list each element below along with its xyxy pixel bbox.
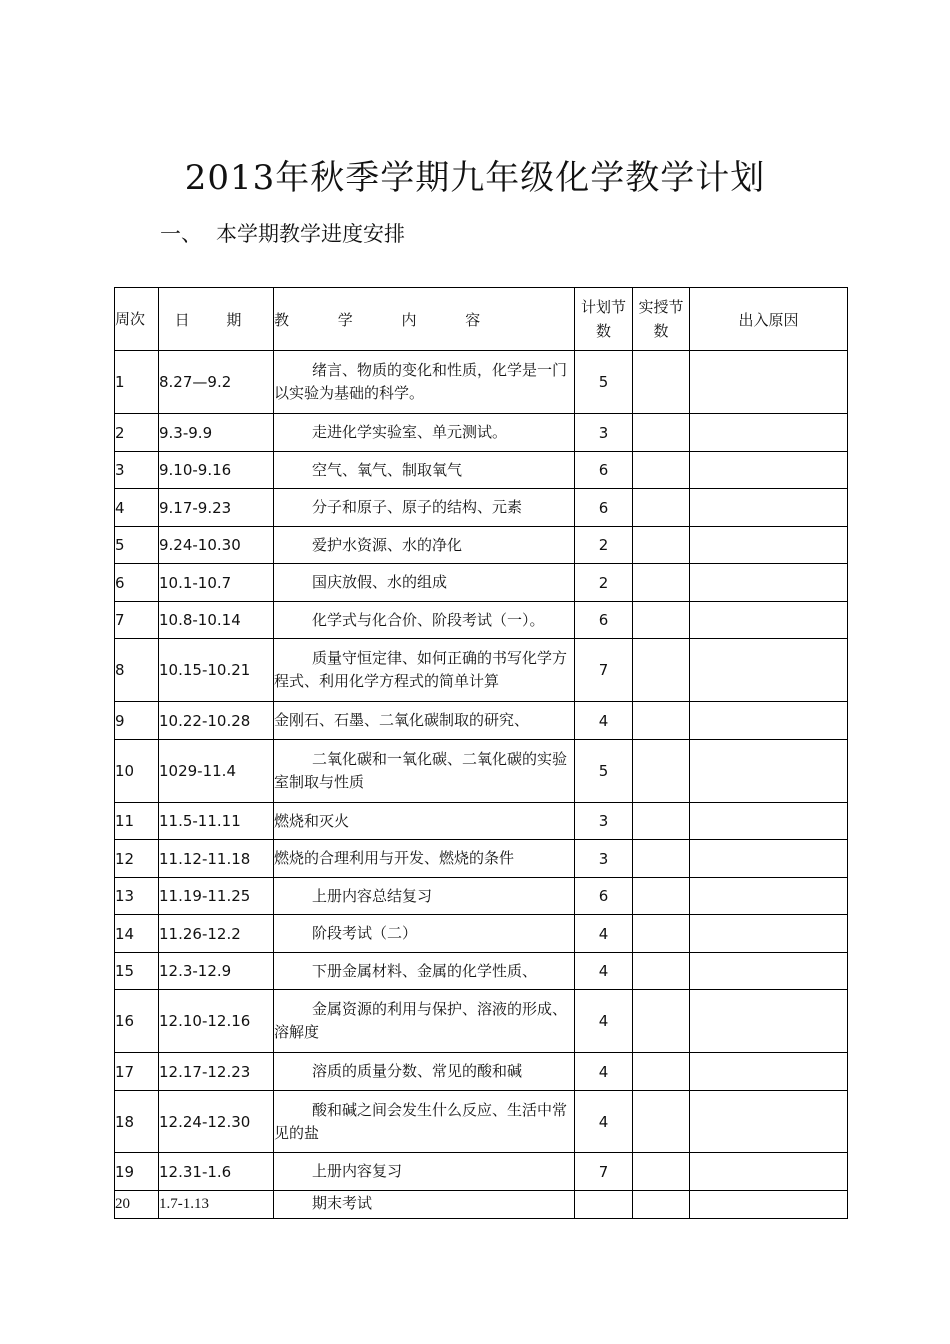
- week-cell: 17: [115, 1053, 159, 1091]
- section-heading: [160, 218, 405, 248]
- actual-hours-cell: [633, 803, 690, 840]
- actual-hours-cell: [633, 527, 690, 564]
- table-row: [115, 1091, 848, 1153]
- planned-hours-cell: 5: [575, 351, 633, 414]
- content-cell: 期末考试: [274, 1191, 575, 1219]
- date-cell: 10.8-10.14: [159, 602, 274, 639]
- table-header-row: [115, 288, 848, 351]
- week-cell: 14: [115, 915, 159, 953]
- table-row: [115, 564, 848, 602]
- reason-cell: [690, 702, 848, 740]
- actual-hours-cell: [633, 564, 690, 602]
- header-planned-hours: 计划节数: [575, 288, 633, 351]
- table-row: [115, 702, 848, 740]
- header-week: 周次: [115, 288, 159, 351]
- table-row: [115, 1191, 848, 1219]
- week-cell: 4: [115, 489, 159, 527]
- reason-cell: [690, 527, 848, 564]
- table-row: [115, 915, 848, 953]
- table-row: [115, 452, 848, 489]
- date-cell: 11.12-11.18: [159, 840, 274, 878]
- week-cell: 10: [115, 740, 159, 803]
- actual-hours-cell: [633, 702, 690, 740]
- date-cell: 8.27—9.2: [159, 351, 274, 414]
- week-cell: 2: [115, 414, 159, 452]
- week-cell: 5: [115, 527, 159, 564]
- week-cell: 13: [115, 878, 159, 915]
- reason-cell: [690, 1053, 848, 1091]
- actual-hours-cell: [633, 915, 690, 953]
- content-cell: 下册金属材料、金属的化学性质、: [274, 953, 575, 990]
- actual-hours-cell: [633, 990, 690, 1053]
- date-cell: 9.3-9.9: [159, 414, 274, 452]
- planned-hours-cell: 5: [575, 740, 633, 803]
- date-cell: 9.10-9.16: [159, 452, 274, 489]
- reason-cell: [690, 953, 848, 990]
- table-row: [115, 351, 848, 414]
- actual-hours-cell: [633, 1091, 690, 1153]
- table-row: [115, 740, 848, 803]
- reason-cell: [690, 1191, 848, 1219]
- content-cell: 阶段考试（二）: [274, 915, 575, 953]
- table-row: [115, 602, 848, 639]
- date-cell: 11.5-11.11: [159, 803, 274, 840]
- reason-cell: [690, 639, 848, 702]
- week-cell: 11: [115, 803, 159, 840]
- reason-cell: [690, 602, 848, 639]
- date-cell: 12.3-12.9: [159, 953, 274, 990]
- reason-cell: [690, 489, 848, 527]
- table-row: [115, 1153, 848, 1191]
- content-cell: 酸和碱之间会发生什么反应、生活中常见的盐: [274, 1091, 575, 1153]
- week-cell: 6: [115, 564, 159, 602]
- content-cell: 金属资源的利用与保护、溶液的形成、溶解度: [274, 990, 575, 1053]
- planned-hours-cell: 6: [575, 878, 633, 915]
- reason-cell: [690, 915, 848, 953]
- content-cell: 分子和原子、原子的结构、元素: [274, 489, 575, 527]
- week-cell: 1: [115, 351, 159, 414]
- content-cell: 燃烧的合理利用与开发、燃烧的条件: [274, 840, 575, 878]
- week-cell: 20: [115, 1191, 159, 1219]
- planned-hours-cell: 2: [575, 564, 633, 602]
- actual-hours-cell: [633, 740, 690, 803]
- date-cell: 12.31-1.6: [159, 1153, 274, 1191]
- reason-cell: [690, 878, 848, 915]
- actual-hours-cell: [633, 452, 690, 489]
- actual-hours-cell: [633, 489, 690, 527]
- date-cell: 1029-11.4: [159, 740, 274, 803]
- date-cell: 10.15-10.21: [159, 639, 274, 702]
- planned-hours-cell: 4: [575, 953, 633, 990]
- table-row: [115, 414, 848, 452]
- planned-hours-cell: 4: [575, 1053, 633, 1091]
- header-content: 教 学 内 容: [274, 288, 575, 351]
- planned-hours-cell: 3: [575, 414, 633, 452]
- actual-hours-cell: [633, 1053, 690, 1091]
- week-cell: 3: [115, 452, 159, 489]
- planned-hours-cell: 4: [575, 990, 633, 1053]
- content-cell: 质量守恒定律、如何正确的书写化学方程式、利用化学方程式的简单计算: [274, 639, 575, 702]
- actual-hours-cell: [633, 602, 690, 639]
- planned-hours-cell: 6: [575, 602, 633, 639]
- reason-cell: [690, 351, 848, 414]
- reason-cell: [690, 1153, 848, 1191]
- week-cell: 16: [115, 990, 159, 1053]
- planned-hours-cell: 6: [575, 489, 633, 527]
- planned-hours-cell: [575, 1191, 633, 1219]
- teaching-schedule-table: [114, 287, 848, 1219]
- reason-cell: [690, 564, 848, 602]
- table-row: [115, 803, 848, 840]
- date-cell: 9.24-10.30: [159, 527, 274, 564]
- actual-hours-cell: [633, 414, 690, 452]
- week-cell: 19: [115, 1153, 159, 1191]
- date-cell: 9.17-9.23: [159, 489, 274, 527]
- header-actual-hours: 实授节数: [633, 288, 690, 351]
- table-row: [115, 878, 848, 915]
- reason-cell: [690, 840, 848, 878]
- reason-cell: [690, 452, 848, 489]
- date-cell: 10.1-10.7: [159, 564, 274, 602]
- week-cell: 12: [115, 840, 159, 878]
- reason-cell: [690, 740, 848, 803]
- content-cell: 上册内容复习: [274, 1153, 575, 1191]
- actual-hours-cell: [633, 1191, 690, 1219]
- planned-hours-cell: 6: [575, 452, 633, 489]
- table-row: [115, 990, 848, 1053]
- reason-cell: [690, 1091, 848, 1153]
- table-row: [115, 1053, 848, 1091]
- content-cell: 溶质的质量分数、常见的酸和碱: [274, 1053, 575, 1091]
- content-cell: 二氧化碳和一氧化碳、二氧化碳的实验室制取与性质: [274, 740, 575, 803]
- planned-hours-cell: 4: [575, 702, 633, 740]
- planned-hours-cell: 4: [575, 915, 633, 953]
- content-cell: 燃烧和灭火: [274, 803, 575, 840]
- document-title: 2013年秋季学期九年级化学教学计划: [184, 158, 766, 198]
- actual-hours-cell: [633, 878, 690, 915]
- section-number: 一、: [160, 222, 202, 246]
- content-cell: 上册内容总结复习: [274, 878, 575, 915]
- section-title: 本学期教学进度安排: [216, 222, 405, 246]
- week-cell: 8: [115, 639, 159, 702]
- week-cell: 7: [115, 602, 159, 639]
- content-cell: 化学式与化合价、阶段考试（一）。: [274, 602, 575, 639]
- week-cell: 9: [115, 702, 159, 740]
- date-cell: 12.24-12.30: [159, 1091, 274, 1153]
- actual-hours-cell: [633, 639, 690, 702]
- table-row: [115, 953, 848, 990]
- content-cell: 绪言、物质的变化和性质，化学是一门以实验为基础的科学。: [274, 351, 575, 414]
- actual-hours-cell: [633, 840, 690, 878]
- content-cell: 金刚石、石墨、二氧化碳制取的研究、: [274, 702, 575, 740]
- planned-hours-cell: 7: [575, 639, 633, 702]
- planned-hours-cell: 2: [575, 527, 633, 564]
- date-cell: 11.26-12.2: [159, 915, 274, 953]
- table-row: [115, 840, 848, 878]
- actual-hours-cell: [633, 1153, 690, 1191]
- content-cell: 走进化学实验室、单元测试。: [274, 414, 575, 452]
- header-date: 日 期: [159, 288, 274, 351]
- table-row: [115, 639, 848, 702]
- content-cell: 爱护水资源、水的净化: [274, 527, 575, 564]
- content-cell: 空气、氧气、制取氧气: [274, 452, 575, 489]
- table-row: [115, 527, 848, 564]
- actual-hours-cell: [633, 953, 690, 990]
- reason-cell: [690, 990, 848, 1053]
- week-cell: 18: [115, 1091, 159, 1153]
- planned-hours-cell: 3: [575, 840, 633, 878]
- header-reason: 出入原因: [690, 288, 848, 351]
- planned-hours-cell: 7: [575, 1153, 633, 1191]
- content-cell: 国庆放假、水的组成: [274, 564, 575, 602]
- date-cell: 10.22-10.28: [159, 702, 274, 740]
- planned-hours-cell: 4: [575, 1091, 633, 1153]
- date-cell: 11.19-11.25: [159, 878, 274, 915]
- week-cell: 15: [115, 953, 159, 990]
- reason-cell: [690, 414, 848, 452]
- table-row: [115, 489, 848, 527]
- actual-hours-cell: [633, 351, 690, 414]
- planned-hours-cell: 3: [575, 803, 633, 840]
- date-cell: 12.17-12.23: [159, 1053, 274, 1091]
- reason-cell: [690, 803, 848, 840]
- date-cell: 12.10-12.16: [159, 990, 274, 1053]
- date-cell: 1.7-1.13: [159, 1191, 274, 1219]
